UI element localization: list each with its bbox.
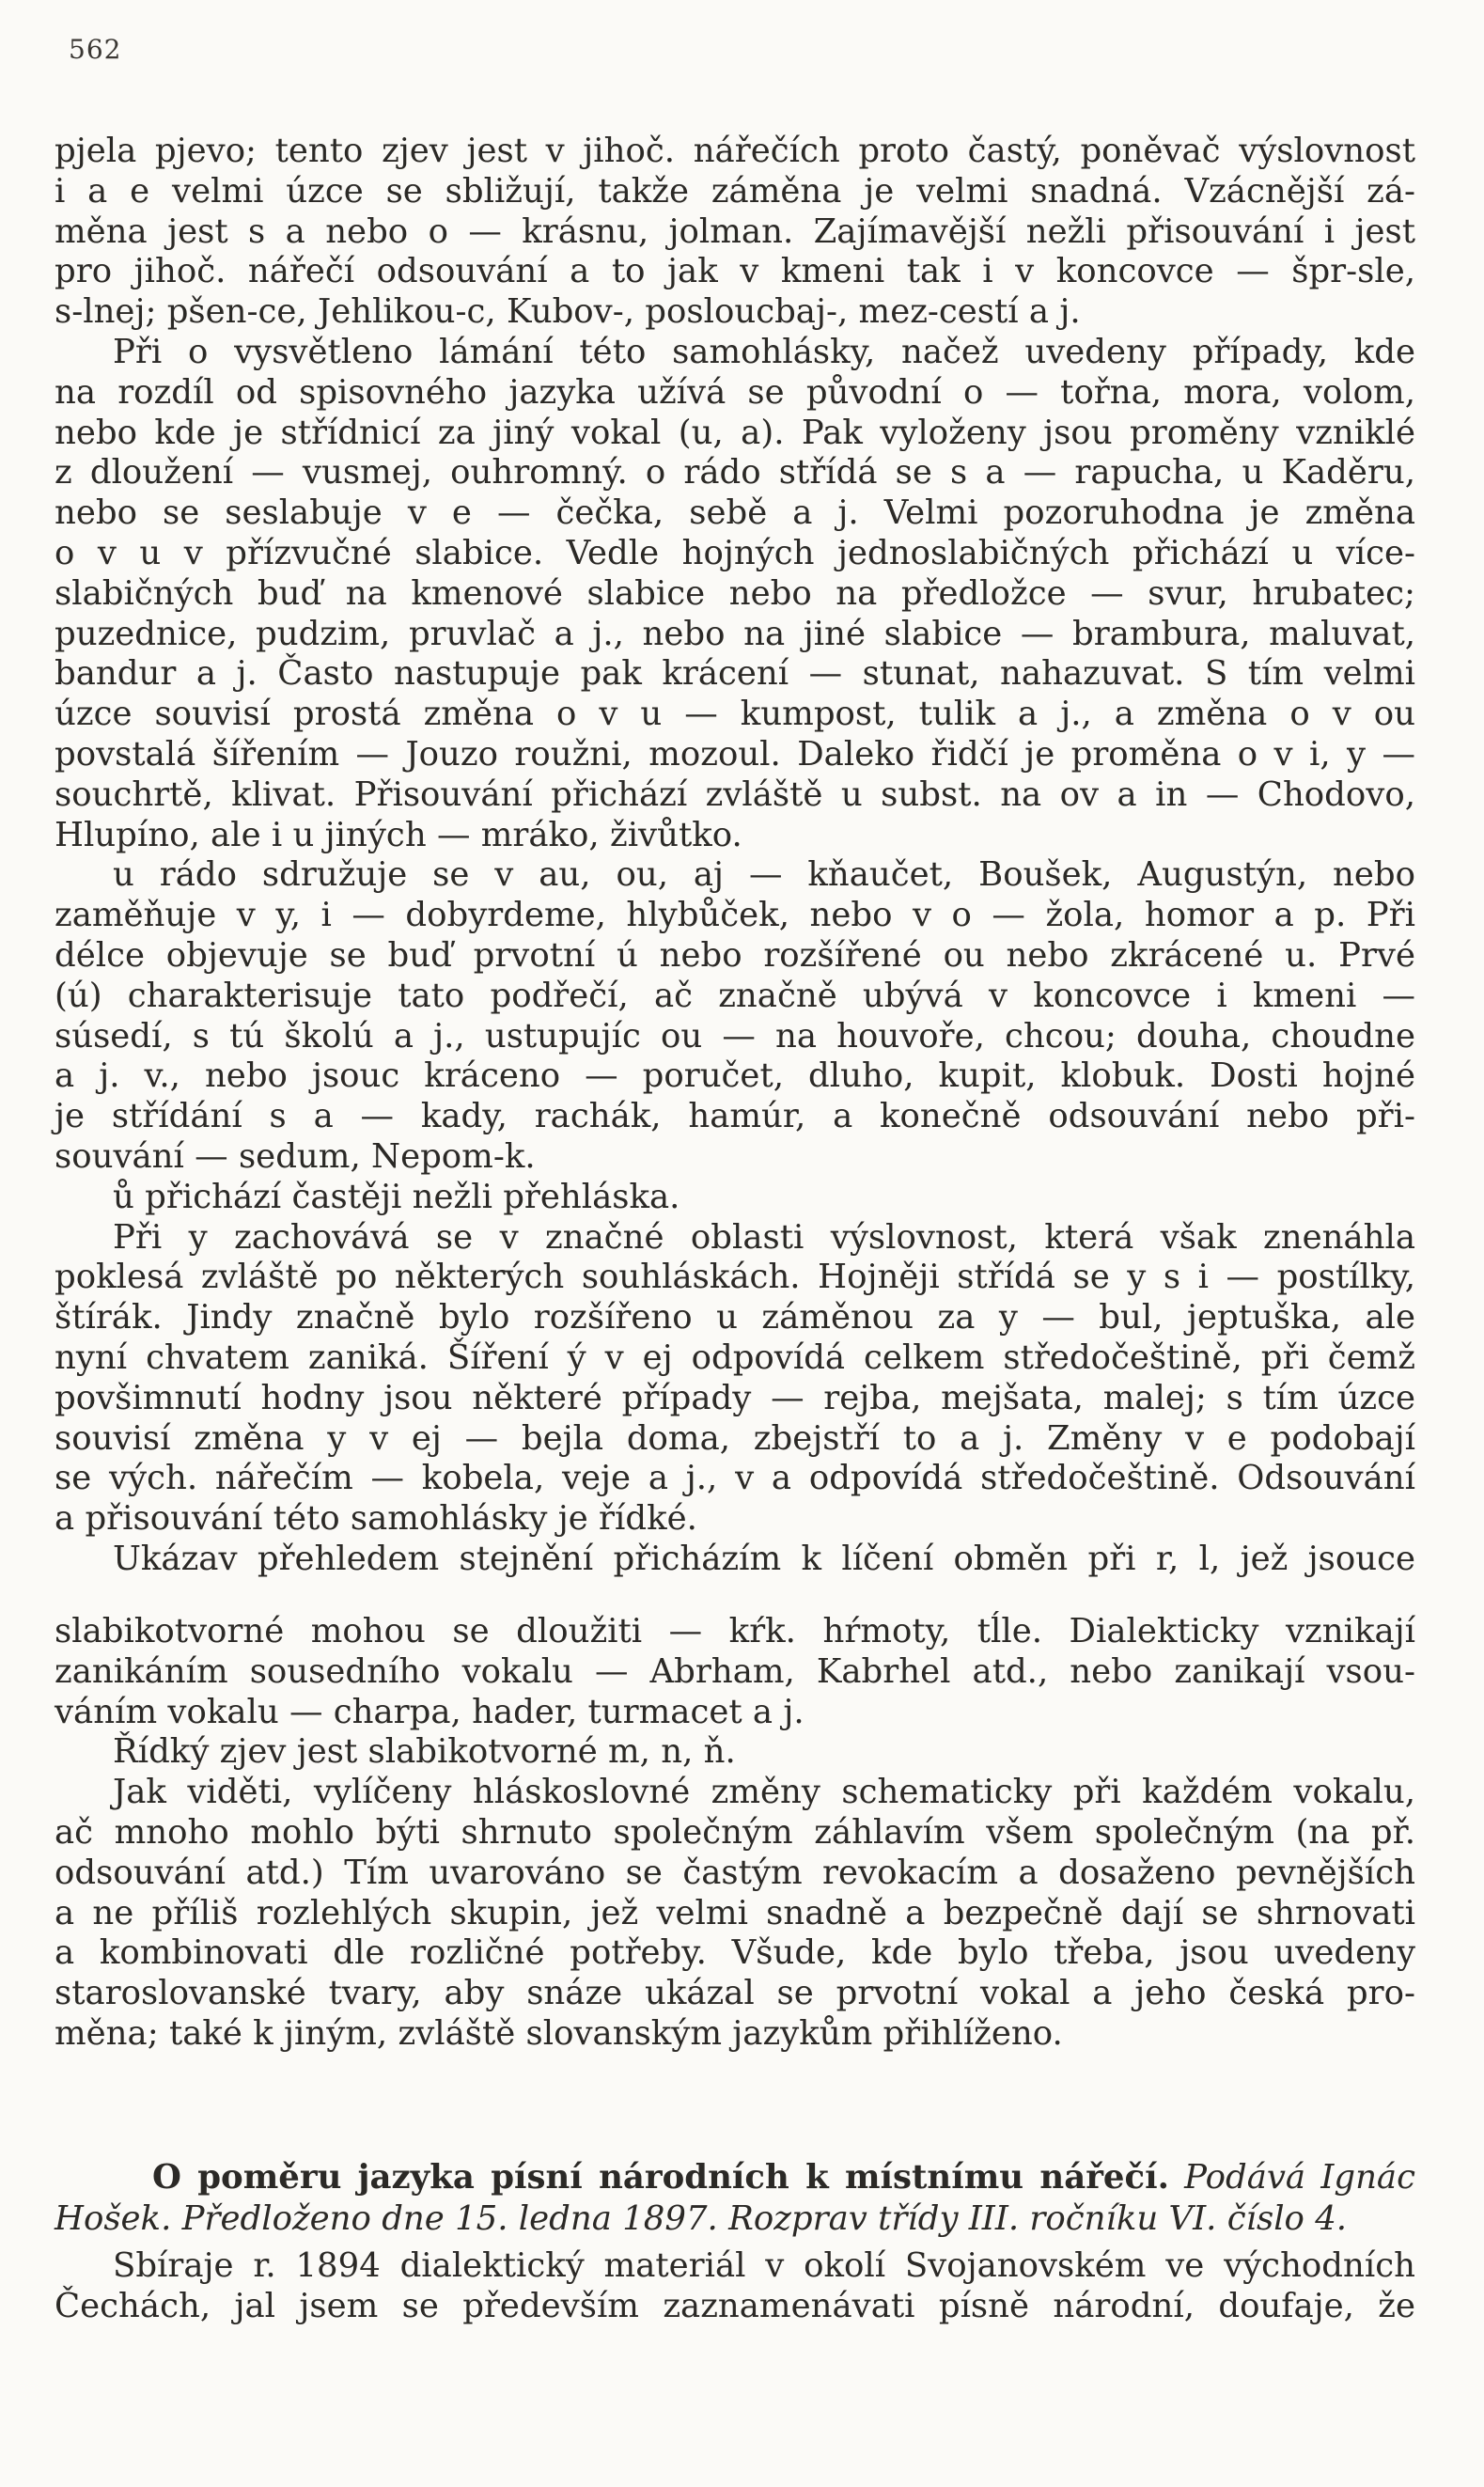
text-line: úzce souvisí prostá změna o v u — kumpost, tulik a j., a změna o v ou: [55, 695, 1415, 734]
text-line: pro jihoč. nářečí odsouvání a to jak v kmeni tak i v koncovce — špr-sle,: [55, 252, 1415, 291]
section-meta-rest: Hošek. Předloženo dne 15. ledna 1897. Rozprav třídy III. ročníku VI. číslo 4.: [55, 2199, 1348, 2238]
text-line: měna; také k jiným, zvláště slovanským jazykům přihlíženo.: [55, 2013, 1063, 2053]
section-title: O poměru jazyka písní národních k místnímu nářečí.: [152, 2158, 1169, 2197]
text-line: u rádo sdružuje se v au, ou, aj — kňaučet, Boušek, Augustýn, nebo: [113, 855, 1415, 895]
text-line: staroslovanské tvary, aby snáze ukázal se prvotní vokal a jeho česká pro-: [55, 1974, 1415, 2013]
text-line: je střídání s a — kady, rachák, hamúr, a konečně odsouvání nebo při-: [55, 1097, 1415, 1136]
text-line: nebo se seslabuje v e — čečka, sebě a j. Velmi pozoruhodna je změna: [55, 493, 1415, 533]
text-line: se vých. nářečím — kobela, veje a j., v a odpovídá středočeštině. Odsouvání: [55, 1459, 1415, 1498]
text-line: Při y zachovává se v značné oblasti výslovnost, která však znenáhla: [113, 1217, 1415, 1257]
text-line: Hlupíno, ale i u jiných — mráko, živůtko.: [55, 815, 742, 854]
text-line: váním vokalu — charpa, hader, turmacet a j.: [55, 1692, 804, 1731]
text-line: povstalá šířením — Jouzo roužni, mozoul. Daleko řidčí je proměna o v i, y —: [55, 734, 1415, 774]
text-line: délce objevuje se buď prvotní ú nebo rozšířené ou nebo zkrácené u. Prvé: [55, 935, 1415, 975]
text-line: a přisouvání této samohlásky je řídké.: [55, 1499, 697, 1539]
text-line: i a e velmi úzce se sbližují, takže záměna je velmi snadná. Vzácnější zá-: [55, 171, 1415, 211]
text-line: bandur a j. Často nastupuje pak krácení — stunat, nahazuvat. S tím velmi: [55, 654, 1415, 694]
section-heading-line: [55, 2198, 1415, 2240]
text-line: povšimnutí hodny jsou některé případy — rejba, mejšata, malej; s tím úzce: [55, 1378, 1415, 1417]
section-meta-start: Podává Ignác: [1184, 2158, 1415, 2197]
text-line: ů přichází častěji nežli přehláska.: [113, 1177, 680, 1216]
text-line: slabičných buď na kmenové slabice nebo na předložce — svur, hrubatec;: [55, 573, 1415, 613]
text-line: Sbíraje r. 1894 dialektický materiál v okolí Svojanovském ve východních: [113, 2246, 1415, 2285]
text-line: zanikáním sousedního vokalu — Abrham, Kabrhel atd., nebo zanikají vsou-: [55, 1651, 1415, 1691]
text-line: súsedí, s tú školú a j., ustupujíc ou — na houvoře, chcou; douha, choudne: [55, 1016, 1415, 1056]
text-line: zaměňuje v y, i — dobyrdeme, hlybůček, nebo v o — žola, homor a p. Při: [55, 896, 1415, 935]
text-line: souvání — sedum, Nepom-k.: [55, 1136, 536, 1176]
text-block-middle: [55, 1612, 1415, 2055]
text-line: o v u v přízvučné slabice. Vedle hojných jednoslabičných přichází u více-: [55, 533, 1415, 572]
text-line: z dloužení — vusmej, ouhromný. o rádo střídá se s a — rapucha, u Kaděru,: [55, 453, 1415, 493]
text-line: a kombinovati dle rozličné potřeby. Všude, kde bylo třeba, jsou uvedeny: [55, 1933, 1415, 1973]
text-line: souchrtě, klivat. Přisouvání přichází zvláště u subst. na ov a in — Chodovo,: [55, 774, 1415, 814]
text-block-lower: [55, 2246, 1415, 2327]
text-line: Řídký zjev jest slabikotvorné m, n, ň.: [113, 1732, 736, 1772]
text-block-upper: [55, 132, 1415, 1580]
text-line: měna jest s a nebo o — krásnu, jolman. Zajímavější nežli přisouvání i jest: [55, 211, 1415, 251]
text-line: štírák. Jindy značně bylo rozšířeno u záměnou za y — bul, jeptuška, ale: [55, 1298, 1415, 1337]
text-line: poklesá zvláště po některých souhláskách. Hojněji střídá se y s i — postílky,: [55, 1258, 1415, 1297]
text-line: odsouvání atd.) Tím uvarováno se častým revokacím a dosaženo pevnějších: [55, 1853, 1415, 1892]
text-line: pjela pjevo; tento zjev jest v jihoč. nářečích proto častý, poněvač výslovnost: [55, 132, 1415, 170]
section-heading: [55, 2157, 1415, 2240]
text-line: nebo kde je střídnicí za jiný vokal (u, a). Pak vyloženy jsou proměny vzniklé: [55, 413, 1415, 452]
text-line: (ú) charakterisuje tato podřečí, ač značně ubývá v koncovce i kmeni —: [55, 976, 1415, 1015]
text-line: Jak viděti, vylíčeny hláskoslovné změny schematicky při každém vokalu,: [113, 1773, 1415, 1812]
text-line: puzednice, pudzim, pruvlač a j., nebo na jiné slabice — brambura, maluvat,: [55, 614, 1415, 653]
text-line: nyní chvatem zaniká. Šíření ý v ej odpovídá celkem středočeštině, při čemž: [55, 1337, 1415, 1377]
text-line: souvisí změna y v ej — bejla doma, zbejstří to a j. Změny v e podobají: [55, 1418, 1415, 1458]
text-line: Čechách, jal jsem se především zaznamenávati písně národní, doufaje, že: [55, 2286, 1415, 2325]
text-line: a ne příliš rozlehlých skupin, jež velmi snadně a bezpečně dají se shrnovati: [55, 1893, 1415, 1932]
text-line: ač mnoho mohlo býti shrnuto společným záhlavím všem společným (na př.: [55, 1812, 1415, 1852]
page-number: 562: [69, 34, 122, 65]
text-line: a j. v., nebo jsouc kráceno — poručet, dluho, kupit, klobuk. Dosti hojné: [55, 1056, 1415, 1096]
text-line: s-lnej; pšen-ce, Jehlikou-c, Kubov-, posloucbaj-, mez-cestí a j.: [55, 292, 1081, 332]
text-line: slabikotvorné mohou se dloužiti — kŕk. hŕmoty, tĺle. Dialekticky vznikají: [55, 1612, 1415, 1650]
text-line: Při o vysvětleno lámání této samohlásky, načež uvedeny případy, kde: [113, 332, 1415, 371]
section-heading-line: [55, 2157, 1415, 2198]
text-line: Ukázav přehledem stejnění přicházím k líčení obměn při r, l, jež jsouce: [113, 1539, 1415, 1578]
text-line: na rozdíl od spisovného jazyka užívá se původní o — tořna, mora, volom,: [55, 372, 1415, 412]
